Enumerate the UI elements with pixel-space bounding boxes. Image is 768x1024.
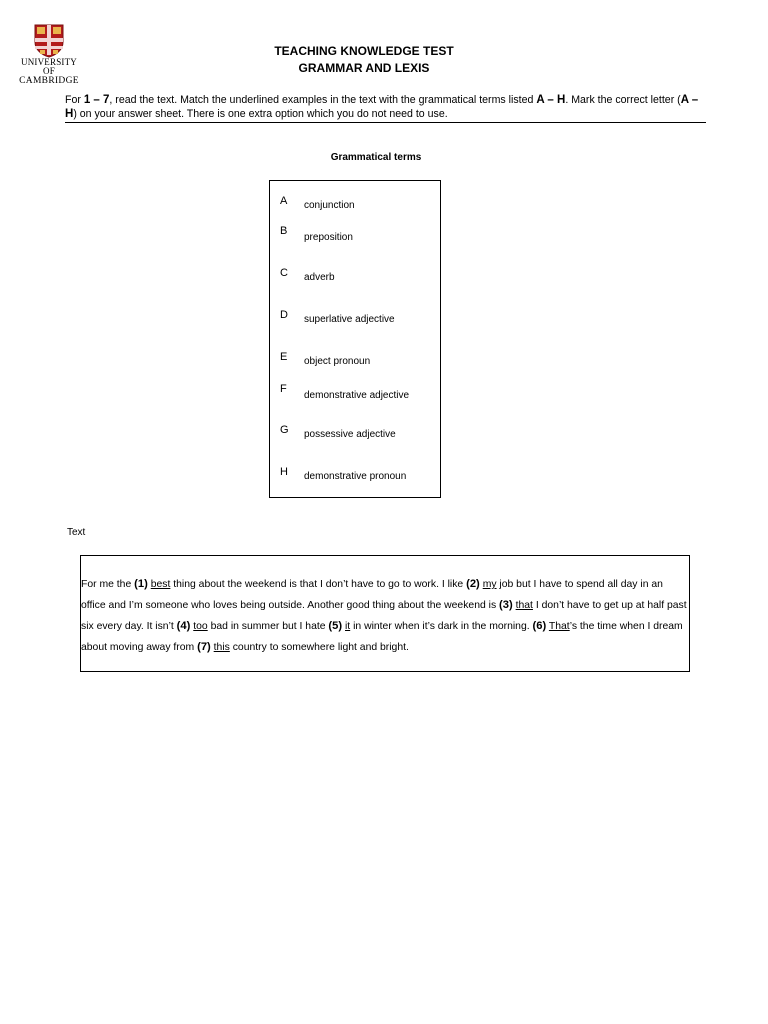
item-number-2: (2)	[466, 578, 480, 590]
term-letter: D	[280, 309, 288, 321]
logo-line-1: UNIVERSITY OF	[21, 57, 77, 76]
instr-letters-2: A – H	[65, 94, 699, 120]
term-letter: E	[280, 351, 288, 363]
passage-text: ’s the time when I dream about moving away from	[81, 621, 683, 653]
underlined-word-3: that	[515, 600, 533, 611]
term-letter: B	[280, 225, 288, 237]
term-letter: F	[280, 383, 287, 395]
item-number-7: (7)	[197, 641, 211, 653]
term-name: superlative adjective	[304, 314, 395, 325]
logo-line-2: CAMBRIDGE	[19, 76, 79, 86]
term-h	[270, 466, 440, 486]
term-e	[270, 351, 440, 371]
term-d	[270, 309, 440, 329]
item-number-1: (1)	[134, 578, 148, 590]
term-name: preposition	[304, 232, 353, 243]
passage	[81, 574, 689, 658]
terms-heading: Grammatical terms	[330, 152, 422, 163]
terms-box	[269, 180, 441, 498]
term-letter: A	[280, 195, 288, 207]
term-letter: G	[280, 424, 289, 436]
underlined-word-5: it	[345, 621, 351, 632]
term-name: demonstrative pronoun	[304, 471, 407, 482]
underlined-word-6: That	[548, 621, 570, 632]
term-letter: H	[280, 466, 288, 478]
term-name: adverb	[304, 272, 335, 283]
instr-range: 1 – 7	[83, 94, 110, 106]
instr-part3: ) on your answer sheet. There is one extra option which you do not need to use.	[73, 108, 448, 120]
passage-text: For me the	[81, 579, 135, 590]
instr-letters: A – H	[536, 94, 566, 106]
item-number-3: (3)	[499, 599, 513, 611]
term-name: possessive adjective	[304, 429, 396, 440]
item-number-6: (6)	[532, 620, 547, 632]
passage-text: job but I have to spend all day in an office and I’m someone who loves being outside. Another good thing about the weekend is	[81, 579, 663, 611]
underlined-word-7: this	[213, 642, 230, 653]
passage-text: in winter when it’s dark in the morning.	[350, 621, 533, 632]
passage-text: I don’t have to get up at half past six every day. It isn’t	[81, 600, 687, 632]
term-b	[270, 225, 440, 245]
underlined-word-4: too	[193, 621, 208, 632]
instr-part2: . Mark the correct letter (	[565, 94, 681, 106]
term-f	[270, 383, 440, 403]
term-letter: C	[280, 267, 288, 279]
passage-text: thing about the weekend is that I don’t have to go to work. I like	[170, 579, 467, 590]
passage-text: bad in summer but I hate	[207, 621, 329, 632]
term-g	[270, 424, 440, 444]
instr-for: For	[65, 94, 84, 106]
term-c	[270, 267, 440, 287]
term-name: conjunction	[304, 200, 355, 211]
underlined-word-2: my	[482, 579, 497, 590]
item-number-5: (5)	[328, 620, 343, 632]
page-title: TEACHING KNOWLEDGE TEST	[274, 44, 454, 58]
item-number-4: (4)	[176, 620, 191, 632]
text-box	[80, 555, 690, 672]
instructions	[65, 93, 705, 121]
instr-part1: , read the text. Match the underlined examples in the text with the grammatical terms listed	[109, 94, 537, 106]
term-name: demonstrative adjective	[304, 390, 410, 401]
passage-text: country to somewhere light and bright.	[229, 642, 409, 653]
header-divider	[65, 122, 706, 123]
underlined-word-1: best	[150, 579, 171, 590]
term-name: object pronoun	[304, 356, 371, 367]
text-label: Text	[67, 527, 86, 538]
page-subtitle: GRAMMAR AND LEXIS	[298, 61, 430, 75]
term-a	[270, 195, 440, 215]
